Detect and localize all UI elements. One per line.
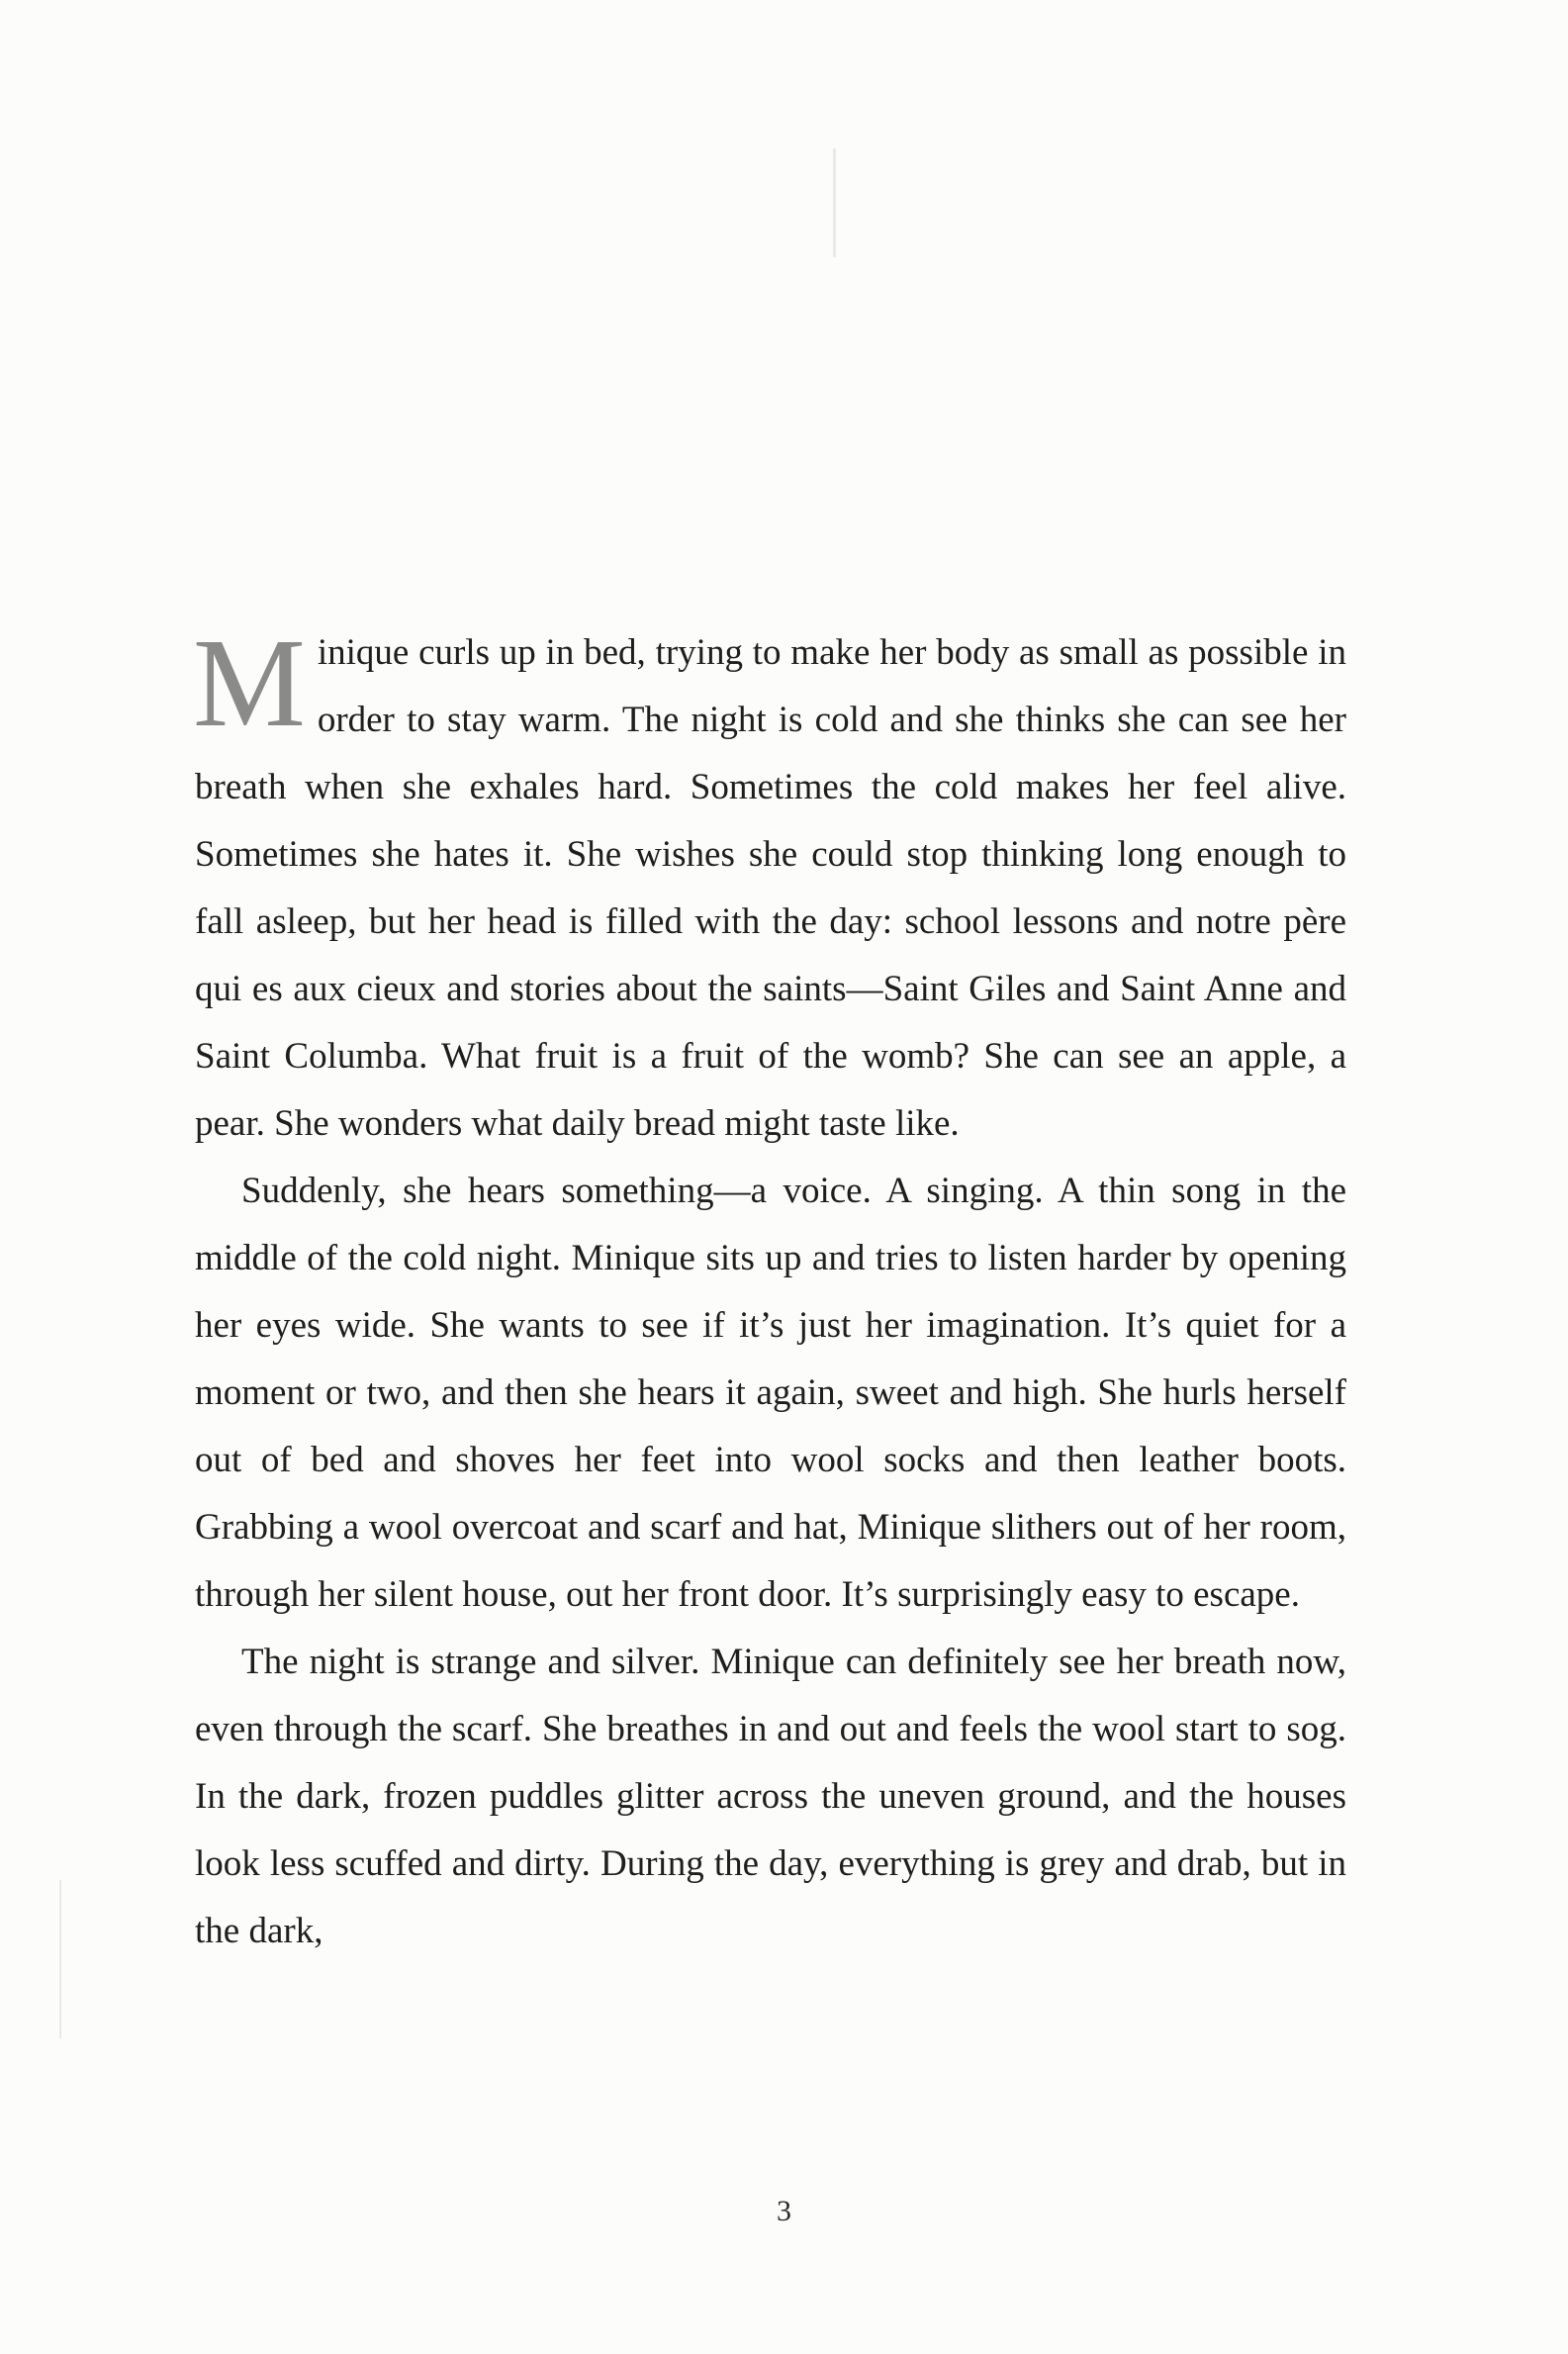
paragraph-1 — [193, 612, 1346, 1158]
scan-artifact — [833, 148, 836, 257]
paragraph-1-text: inique curls up in bed, trying to make her body as small as possible in order to stay warm. The night is cold and she thinks she can see her breath when she exhales hard. Sometimes the cold makes her feel alive. Sometimes she hates it. She wishes she could stop thinking long enough to fall asleep, but her head is filled with the day: school lessons and notre père qui es aux cieux and stories about the saints—Saint Giles and Saint Anne and Saint Columba. What fruit is a fruit of the womb? She can see an apple, a pear. She wonders what daily bread might taste like. — [195, 632, 1346, 1144]
body-text — [193, 612, 1346, 1965]
scan-artifact — [59, 1880, 61, 2038]
paragraph-3: The night is strange and silver. Minique can definitely see her breath now, even through the scarf. She breathes in and out and feels the wool start to sog. In the dark, frozen puddles glitter across the uneven ground, and the houses look less scuffed and dirty. During the day, everything is grey and drab, but in the dark, — [195, 1642, 1346, 1951]
drop-cap: M — [193, 612, 306, 753]
page-number: 3 — [777, 2195, 791, 2227]
paragraph-2: Suddenly, she hears something—a voice. A singing. A thin song in the middle of the cold night. Minique sits up and tries to listen harder by opening her eyes wide. She wants to see if it’s just her imagination. It’s quiet for a moment or two, and then she hears it again, sweet and high. She hurls herself out of bed and shoves her feet into wool socks and then leather boots. Grabbing a wool overcoat and scarf and hat, Minique slithers out of her room, through her silent house, out her front door. It’s surprisingly easy to escape. — [195, 1171, 1346, 1615]
